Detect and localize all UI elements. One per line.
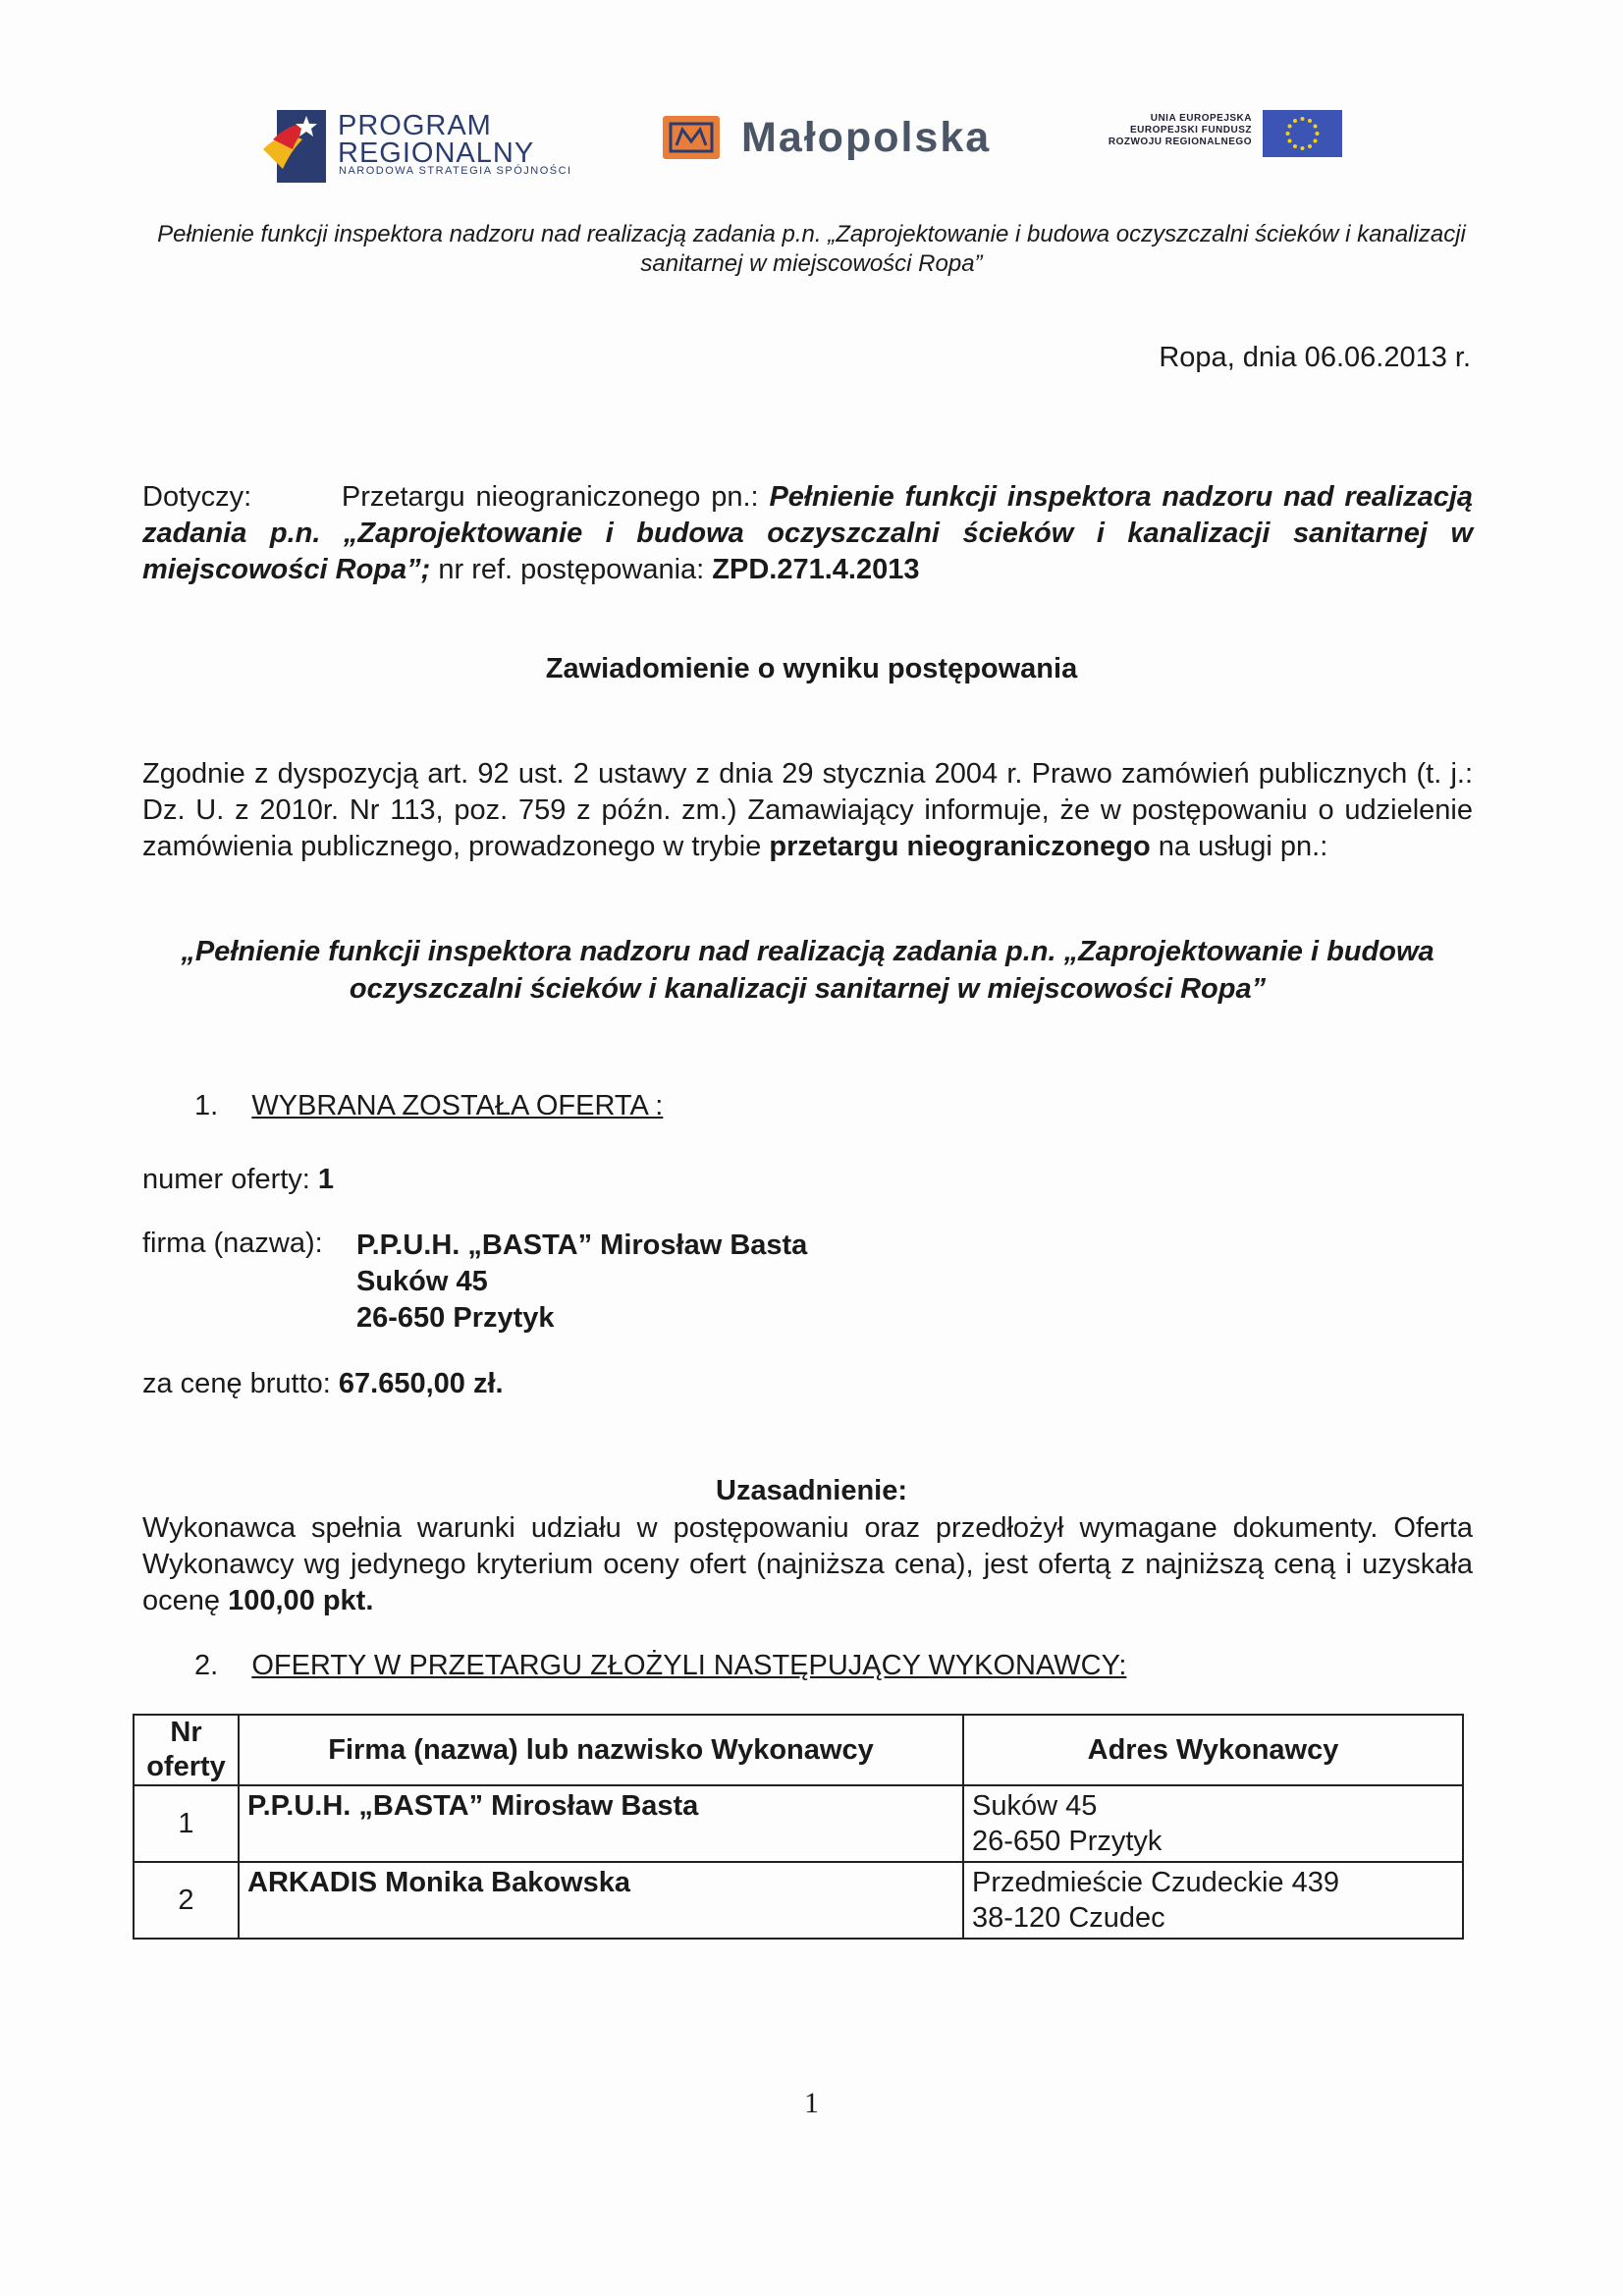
legal-basis-mode: przetargu nieograniczonego — [769, 831, 1151, 862]
malopolska-wordmark: Małopolska — [741, 114, 992, 161]
section-2-number: 2. — [194, 1650, 219, 1681]
table-row — [134, 1785, 1463, 1862]
program-regionalny-logo — [263, 108, 685, 183]
malopolska-emblem-icon — [663, 116, 720, 159]
table-header-row — [134, 1715, 1463, 1785]
program-regionalny-subtitle: NARODOWA STRATEGIA SPÓJNOŚCI — [339, 165, 572, 177]
header-offer-number: Nr oferty — [134, 1715, 239, 1785]
company-row — [142, 1228, 356, 1260]
table-row — [134, 1862, 1463, 1939]
legal-basis-text: Zgodnie z dyspozycją art. 92 ust. 2 ustawy z dnia 29 stycznia 2004 r. Prawo zamówień publicznych (t. j.: Dz. U. z 2010r. Nr 113, poz. 759 z późn. zm.) Zamawiający informuje, że w postępowaniu o udzielenie zamówienia publicznego, prowadzonego w trybie — [142, 758, 1473, 862]
justification-score: 100,00 pkt. — [228, 1585, 374, 1616]
section-2-heading — [194, 1650, 1126, 1682]
company-name: P.P.U.H. „BASTA” Mirosław Basta — [356, 1230, 808, 1261]
cell-address-line1: Przedmieście Czudeckie 439 — [972, 1867, 1339, 1898]
dotyczy-prefix: Przetargu nieograniczonego pn.: — [341, 481, 759, 513]
company-city: 26-650 Przytyk — [356, 1302, 555, 1334]
price-value: 67.650,00 zł. — [338, 1368, 504, 1399]
section-1-number: 1. — [194, 1090, 219, 1121]
contract-title-quote: „Pełnienie funkcji inspektora nadzoru nad realizacją zadania p.n. „Zaprojektowanie i budowa oczyszczalni ścieków i kanalizacji sanitarnej w miejscowości Ropa” — [181, 936, 1434, 1005]
eu-logo — [1065, 110, 1360, 159]
section-2-title: OFERTY W PRZETARGU ZŁOŻYLI NASTĘPUJĄCY WYKONAWCY: — [251, 1650, 1127, 1681]
company-label: firma (nazwa): — [142, 1228, 323, 1259]
offers-table — [133, 1714, 1464, 1940]
cell-company: ARKADIS Monika Bakowska — [239, 1862, 963, 1939]
company-block — [356, 1228, 807, 1337]
cell-address-line1: Suków 45 — [972, 1790, 1098, 1822]
offer-number-label: numer oferty: — [142, 1164, 310, 1195]
cell-address-line2: 38-120 Czudec — [972, 1902, 1165, 1934]
section-1-title: WYBRANA ZOSTAŁA OFERTA : — [251, 1090, 664, 1121]
eu-flag-icon — [1263, 110, 1342, 157]
dotyczy-paragraph — [142, 479, 1473, 588]
program-regionalny-title: PROGRAM REGIONALNY — [338, 110, 535, 169]
legal-basis-paragraph — [142, 756, 1473, 865]
cell-address-line2: 26-650 Przytyk — [972, 1826, 1163, 1857]
cell-company: P.P.U.H. „BASTA” Mirosław Basta — [239, 1785, 963, 1862]
header-address: Adres Wykonawcy — [963, 1715, 1463, 1785]
company-street: Suków 45 — [356, 1266, 488, 1297]
cell-address — [963, 1785, 1463, 1862]
document-date: Ropa, dnia 06.06.2013 r. — [1159, 342, 1471, 373]
dotyczy-ref-label: nr ref. postępowania: — [438, 554, 705, 585]
program-regionalny-emblem-icon — [263, 110, 326, 183]
justification-heading: Uzasadnienie: — [716, 1475, 907, 1506]
cell-offer-number: 2 — [134, 1862, 239, 1939]
subject-header: Pełnienie funkcji inspektora nadzoru nad realizacją zadania p.n. „Zaprojektowanie i budowa oczyszczalni ścieków i kanalizacji sanitarnej w miejscowości Ropa” — [157, 221, 1466, 277]
dotyczy-title: Pełnienie funkcji inspektora nadzoru nad realizacją zadania p.n. „Zaprojektowanie i budowa oczyszczalni ścieków i kanalizacji sanitarnej w miejscowości Ropa”; — [142, 481, 1474, 585]
dotyczy-ref: ZPD.271.4.2013 — [712, 554, 920, 585]
offer-number-row — [142, 1164, 334, 1196]
legal-basis-end: na usługi pn.: — [1158, 831, 1328, 862]
offer-number-value: 1 — [317, 1164, 335, 1195]
price-row — [142, 1368, 504, 1400]
dotyczy-label: Dotyczy: — [142, 481, 252, 513]
section-1-heading — [194, 1090, 663, 1122]
cell-address — [963, 1862, 1463, 1939]
notice-heading: Zawiadomienie o wyniku postępowania — [545, 653, 1078, 684]
eu-fund-text: UNIA EUROPEJSKA EUROPEJSKI FUNDUSZ ROZWOJU REGIONALNEGO — [1108, 113, 1252, 147]
header-company: Firma (nazwa) lub nazwisko Wykonawcy — [239, 1715, 963, 1785]
justification-text: Wykonawca spełnia warunki udziału w postępowaniu oraz przedłożył wymagane dokumenty. Oferta Wykonawcy wg jedynego kryterium oceny ofert (najniższa cena), jest ofertą z najniższą ceną i uzyskała ocenę — [142, 1512, 1473, 1616]
price-label: za cenę brutto: — [142, 1368, 331, 1399]
page-number: 1 — [804, 2087, 819, 2119]
malopolska-logo — [663, 110, 1026, 165]
justification-paragraph — [142, 1510, 1473, 1619]
cell-offer-number: 1 — [134, 1785, 239, 1862]
